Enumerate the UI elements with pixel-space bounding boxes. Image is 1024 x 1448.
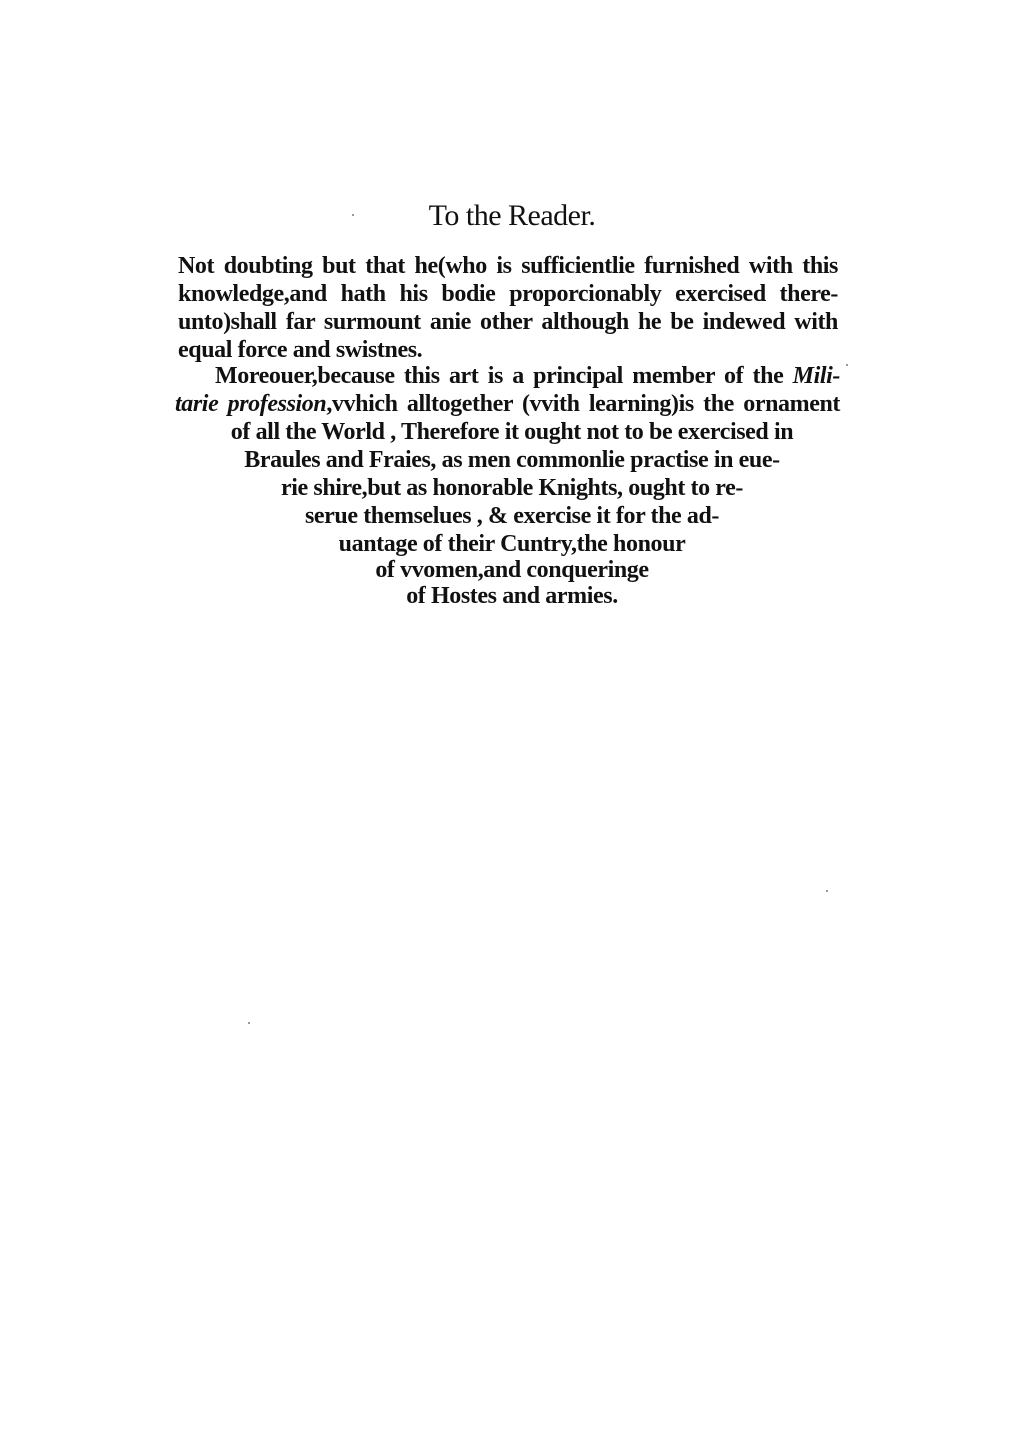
scan-speck: [352, 214, 354, 216]
paragraph-2-line-2-text: ,vvhich alltogether (vvith learning)is the ornament: [326, 391, 841, 417]
paragraph-2-line-2-italic: tarie profession: [175, 391, 327, 417]
paragraph-1-line-2: knowledge,and hath his bodie proporcionably exercised there-: [178, 281, 838, 307]
scan-speck: [846, 364, 848, 366]
paragraph-1-line-1: Not doubting but that he(who is sufficientlie furnished with this: [178, 253, 838, 279]
paragraph-2-line-8: of vvomen,and conqueringe: [375, 557, 649, 583]
paragraph-2-line-9: of Hostes and armies.: [406, 583, 618, 609]
paragraph-2-line-4: Braules and Fraies, as men commonlie practise in eue-: [244, 447, 780, 473]
scan-speck: [248, 1022, 250, 1024]
paragraph-2-line-3: of all the World , Therefore it ought not to be exercised in: [230, 419, 794, 445]
scan-speck: [826, 890, 828, 892]
page-title: To the Reader.: [428, 199, 596, 232]
paragraph-2-line-1-italic: Mili-: [792, 363, 840, 389]
paragraph-2-line-7: uantage of their Cuntry,the honour: [338, 531, 686, 557]
paragraph-1-line-4: equal force and swistnes.: [178, 337, 423, 363]
paragraph-2-line-6: serue themselues , & exercise it for the ad-: [304, 503, 720, 529]
paragraph-1-line-3: unto)shall far surmount anie other although he be indewed with: [178, 309, 838, 335]
paragraph-2-line-1-text: Moreouer,because this art is a principal member of the: [215, 363, 793, 389]
paragraph-2-line-1: [215, 362, 840, 390]
paragraph-2-line-5: rie shire,but as honorable Knights, ought to re-: [281, 475, 743, 501]
paragraph-2-line-2: [175, 390, 840, 418]
